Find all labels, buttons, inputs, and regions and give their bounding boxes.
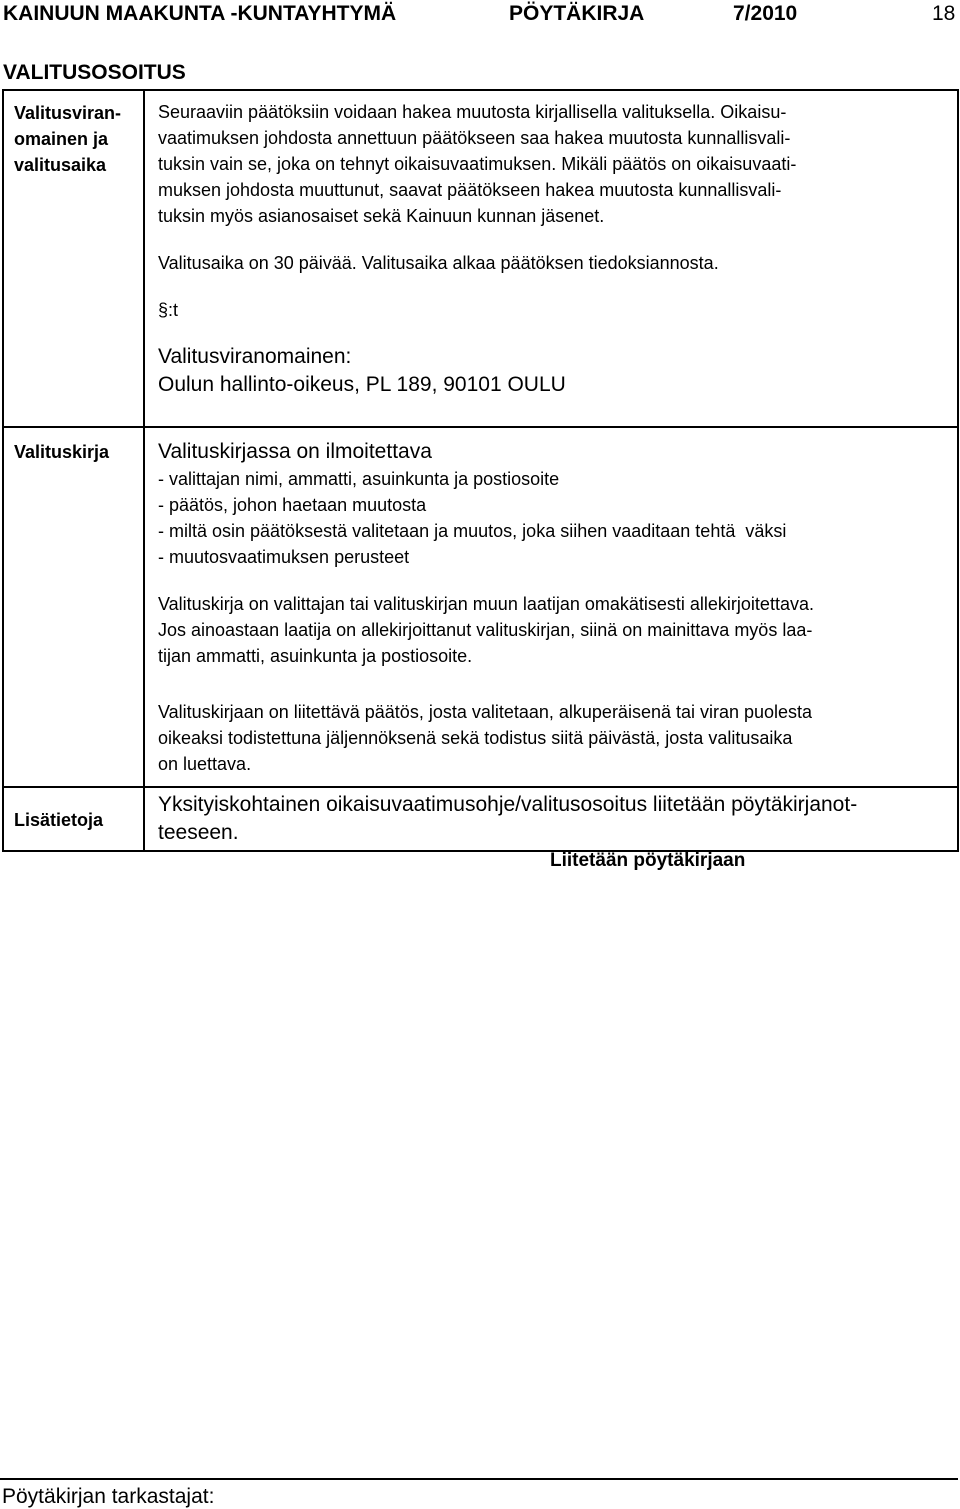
text-line: Seuraaviin päätöksiin voidaan hakea muutosta kirjallisella valituksella. Oikaisu- bbox=[158, 102, 787, 122]
authority-label: Valitusviranomainen: bbox=[158, 345, 352, 368]
label-cell bbox=[3, 427, 144, 787]
text-line: muksen johdosta muuttunut, saavat päätökseen hakea muutosta kunnallisvali- bbox=[158, 180, 782, 200]
row-further-information bbox=[3, 787, 958, 851]
further-information-text bbox=[145, 788, 957, 847]
list-item: - miltä osin päätöksestä valitetaan ja muutos, joka siihen vaaditaan tehtä väksi bbox=[158, 521, 787, 541]
text-line: tijan ammatti, asuinkunta ja postiosoite. bbox=[158, 646, 473, 666]
appeal-instructions-table bbox=[2, 89, 959, 852]
label-cell bbox=[3, 90, 144, 427]
page-number: 18 bbox=[932, 2, 956, 25]
authority-address: Oulun hallinto-oikeus, PL 189, 90101 OULU bbox=[158, 373, 566, 396]
text-line: tuksin vain se, joka on tehnyt oikaisuvaatimuksen. Mikäli päätös on oikaisuvaati- bbox=[158, 154, 797, 174]
row-label-appeal-document: Valituskirja bbox=[14, 442, 110, 462]
text-line: tuksin myös asianosaiset sekä Kainuun kunnan jäsenet. bbox=[158, 206, 605, 226]
document-type: PÖYTÄKIRJA bbox=[509, 2, 645, 25]
row-label-authority bbox=[4, 91, 143, 178]
content-cell bbox=[144, 427, 958, 787]
list-item: - päätös, johon haetaan muutosta bbox=[158, 495, 427, 515]
content-cell bbox=[144, 90, 958, 427]
footer-reviewers-label: Pöytäkirjan tarkastajat: bbox=[2, 1485, 215, 1508]
text-line: Yksityiskohtainen oikaisuvaatimusohje/valitusosoitus liitetään pöytäkirjanot- bbox=[158, 793, 858, 816]
paragraph-signature bbox=[145, 591, 957, 669]
row-label-further-information: Lisätietoja bbox=[14, 810, 104, 830]
required-items-list bbox=[145, 466, 957, 570]
content-cell bbox=[144, 787, 958, 851]
text-line: Valituskirja on valittajan tai valituskirjan muun laatijan omakätisesti allekirjoitettava. bbox=[158, 594, 814, 614]
section-title: VALITUSOSOITUS bbox=[3, 61, 186, 84]
organization-name: KAINUUN MAAKUNTA -KUNTAYHTYMÄ bbox=[3, 2, 397, 25]
label-line: Valitusviran- bbox=[14, 103, 122, 123]
label-line: valitusaika bbox=[14, 155, 107, 175]
text-line: oikeaksi todistettuna jäljennöksenä sekä todistus siitä päivästä, josta valitusaika bbox=[158, 728, 793, 748]
text-line: Jos ainoastaan laatija on allekirjoittanut valituskirjan, siinä on mainittava myös laa- bbox=[158, 620, 813, 640]
document-number: 7/2010 bbox=[733, 2, 798, 25]
sections-label: §:t bbox=[158, 300, 179, 320]
row-authority-and-period bbox=[3, 90, 958, 427]
list-item: - muutosvaatimuksen perusteet bbox=[158, 547, 410, 567]
text-line: on luettava. bbox=[158, 754, 252, 774]
list-item: - valittajan nimi, ammatti, asuinkunta ja postiosoite bbox=[158, 469, 560, 489]
attachment-note: Liitetään pöytäkirjaan bbox=[550, 850, 746, 871]
row-appeal-document bbox=[3, 427, 958, 787]
label-line: omainen ja bbox=[14, 129, 109, 149]
appeal-document-heading: Valituskirjassa on ilmoitettava bbox=[158, 440, 432, 463]
paragraph-attachments bbox=[145, 699, 957, 777]
text-line: vaatimuksen johdosta annettuun päätökseen saa hakea muutosta kunnallisvali- bbox=[158, 128, 791, 148]
paragraph-appeal-rights bbox=[145, 91, 957, 229]
text-line: teeseen. bbox=[158, 821, 239, 844]
paragraph-appeal-period: Valitusaika on 30 päivää. Valitusaika alkaa päätöksen tiedoksiannosta. bbox=[158, 253, 719, 273]
label-cell bbox=[3, 787, 144, 851]
text-line: Valituskirjaan on liitettävä päätös, josta valitetaan, alkuperäisenä tai viran puolesta bbox=[158, 702, 813, 722]
footer-divider bbox=[0, 1478, 958, 1480]
